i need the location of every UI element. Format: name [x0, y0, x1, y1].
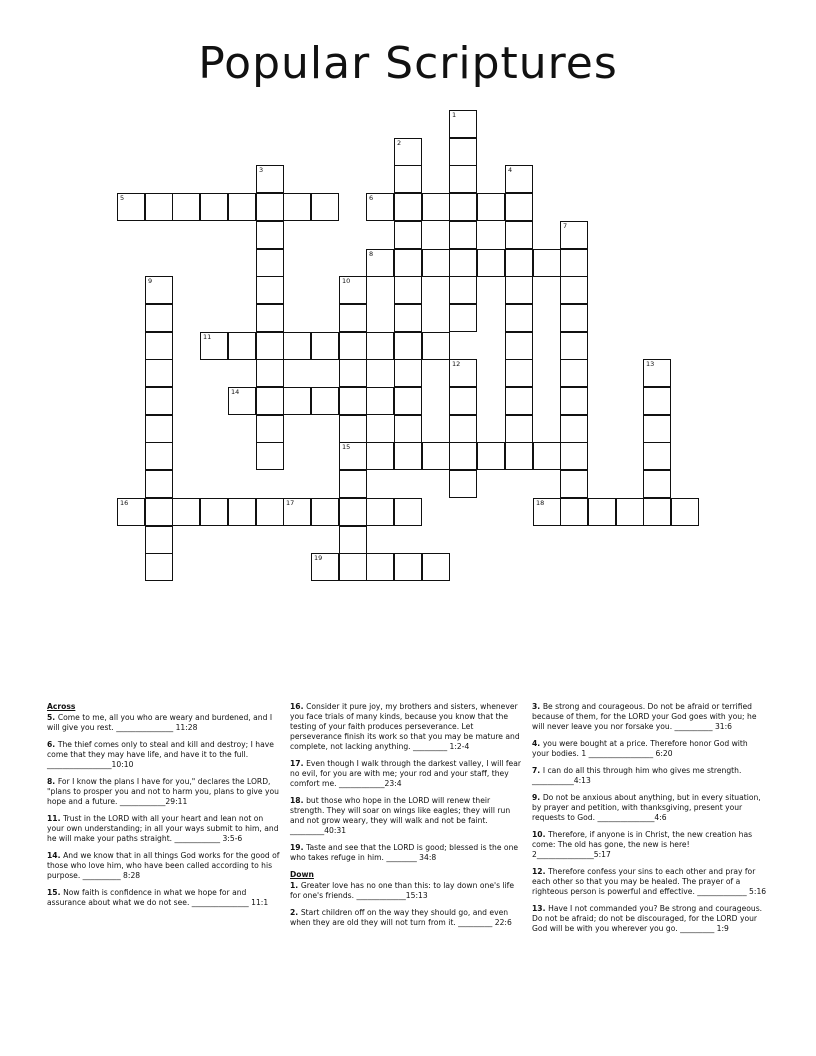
grid-cell[interactable]	[145, 193, 173, 221]
clue-text: Consider it pure joy, my brothers and sisters, whenever you face trials of many kinds, because you know that the testing of your faith produces perseverance. Let perseverance finish its work so that you may be mature and complete, not lacking anything. _________ 1:2-4	[290, 702, 520, 751]
clue-column-2	[290, 702, 525, 935]
clue-number: 17	[286, 499, 295, 507]
clue-number: 2	[397, 139, 402, 147]
clue-number: 16	[120, 499, 129, 507]
grid-cell[interactable]	[477, 442, 505, 470]
clue-number: 13.	[532, 904, 549, 913]
clue-number: 19.	[290, 843, 307, 852]
clue-number: 3.	[532, 702, 543, 711]
clue-text: The thief comes only to steal and kill and destroy; I have come that they may have life, and have it to the full. _________________10:10	[47, 740, 274, 769]
grid-cell[interactable]	[311, 332, 339, 360]
grid-cell[interactable]	[256, 165, 284, 193]
grid-cell[interactable]	[339, 442, 367, 470]
clue-number: 5.	[47, 713, 58, 722]
clue-number: 8	[369, 250, 374, 258]
clue-item	[47, 888, 282, 908]
grid-cell[interactable]	[311, 387, 339, 415]
clue-number: 5	[120, 194, 125, 202]
clue-text: Do not be anxious about anything, but in every situation, by prayer and petition, with thanksgiving, present your requests to God. _______________4:6	[532, 793, 761, 822]
grid-cell[interactable]	[339, 498, 367, 526]
grid-cell[interactable]	[560, 276, 588, 304]
clue-text: I can do all this through him who gives me strength. ___________4:13	[532, 766, 742, 785]
clue-number: 11	[203, 333, 212, 341]
grid-cell[interactable]	[339, 415, 367, 443]
grid-cell[interactable]	[449, 415, 477, 443]
grid-cell[interactable]	[366, 442, 394, 470]
grid-cell[interactable]	[172, 498, 200, 526]
grid-cell[interactable]	[394, 165, 422, 193]
clue-item	[290, 843, 525, 863]
grid-cell[interactable]	[145, 359, 173, 387]
clue-number: 9	[148, 277, 153, 285]
grid-cell[interactable]	[339, 387, 367, 415]
clue-number: 1	[452, 111, 457, 119]
grid-cell[interactable]	[339, 470, 367, 498]
clue-item	[47, 740, 282, 770]
grid-cell[interactable]	[145, 442, 173, 470]
clue-item	[532, 793, 767, 823]
clue-text: Come to me, all you who are weary and burdened, and I will give you rest. _______________ 11:28	[47, 713, 273, 732]
clue-text: Have I not commanded you? Be strong and courageous. Do not be afraid; do not be discouraged, for the LORD your God will be with you wherever you go. _________ 1:9	[532, 904, 763, 933]
grid-cell[interactable]	[256, 193, 284, 221]
clue-number: 12	[452, 360, 461, 368]
grid-cell[interactable]	[560, 387, 588, 415]
clue-text: you were bought at a price. Therefore honor God with your bodies. 1 _________________ 6:20	[532, 739, 748, 758]
grid-cell[interactable]	[256, 221, 284, 249]
grid-cell[interactable]	[449, 304, 477, 332]
grid-cell[interactable]	[505, 193, 533, 221]
clue-item	[290, 796, 525, 836]
grid-cell[interactable]	[505, 442, 533, 470]
clue-number: 10.	[532, 830, 549, 839]
clue-text: For I know the plans I have for you," declares the LORD, "plans to prosper you and not to harm you, plans to give you hope and a future. ____________29:11	[47, 777, 279, 806]
clue-number: 15.	[47, 888, 64, 897]
grid-cell[interactable]	[588, 498, 616, 526]
grid-cell[interactable]	[394, 387, 422, 415]
grid-cell[interactable]	[394, 276, 422, 304]
grid-cell[interactable]	[671, 498, 699, 526]
grid-cell[interactable]	[505, 304, 533, 332]
grid-cell[interactable]	[339, 276, 367, 304]
clue-text: Start children off on the way they should go, and even when they are old they will not turn from it. _________ 22:6	[290, 908, 512, 927]
clue-text: Now faith is confidence in what we hope for and assurance about what we do not see. _______________ 11:1	[47, 888, 269, 907]
grid-cell[interactable]	[394, 221, 422, 249]
grid-cell[interactable]	[311, 553, 339, 581]
grid-cell[interactable]	[145, 304, 173, 332]
grid-cell[interactable]	[505, 249, 533, 277]
grid-cell[interactable]	[505, 276, 533, 304]
grid-cell[interactable]	[228, 193, 256, 221]
grid-cell[interactable]	[366, 332, 394, 360]
clue-item	[47, 713, 282, 733]
grid-cell[interactable]	[449, 165, 477, 193]
grid-cell[interactable]	[200, 193, 228, 221]
grid-cell[interactable]	[643, 442, 671, 470]
grid-cell[interactable]	[366, 387, 394, 415]
grid-cell[interactable]	[643, 415, 671, 443]
clue-item	[532, 830, 767, 860]
grid-cell[interactable]	[533, 442, 561, 470]
grid-cell[interactable]	[560, 332, 588, 360]
grid-cell[interactable]	[616, 498, 644, 526]
grid-cell[interactable]	[449, 470, 477, 498]
grid-cell[interactable]	[256, 249, 284, 277]
grid-cell[interactable]	[422, 553, 450, 581]
grid-cell[interactable]	[172, 193, 200, 221]
grid-cell[interactable]	[449, 249, 477, 277]
grid-cell[interactable]	[422, 442, 450, 470]
clue-number: 12.	[532, 867, 549, 876]
grid-cell[interactable]	[394, 442, 422, 470]
grid-cell[interactable]	[145, 415, 173, 443]
grid-cell[interactable]	[449, 138, 477, 166]
grid-cell[interactable]	[228, 498, 256, 526]
grid-cell[interactable]	[394, 498, 422, 526]
grid-cell[interactable]	[200, 498, 228, 526]
clue-text: Greater love has no one than this: to lay down one's life for one's friends. _____________15:13	[290, 881, 515, 900]
grid-cell[interactable]	[533, 498, 561, 526]
clue-number: 2.	[290, 908, 301, 917]
clue-number: 7	[563, 222, 568, 230]
grid-cell[interactable]	[449, 359, 477, 387]
grid-cell[interactable]	[643, 470, 671, 498]
grid-cell[interactable]	[228, 387, 256, 415]
grid-cell[interactable]	[283, 498, 311, 526]
grid-cell[interactable]	[256, 498, 284, 526]
grid-cell[interactable]	[256, 387, 284, 415]
across-header: Across	[47, 702, 76, 711]
grid-cell[interactable]	[422, 193, 450, 221]
grid-cell[interactable]	[449, 442, 477, 470]
clue-item	[47, 814, 282, 844]
grid-cell[interactable]	[145, 276, 173, 304]
grid-cell[interactable]	[256, 276, 284, 304]
grid-cell[interactable]	[145, 387, 173, 415]
grid-cell[interactable]	[394, 359, 422, 387]
grid-cell[interactable]	[533, 249, 561, 277]
clue-text: Trust in the LORD with all your heart and lean not on your own understanding; in all your ways submit to him, and he will make your paths straight. ____________ 3:5-6	[47, 814, 279, 843]
grid-cell[interactable]	[560, 470, 588, 498]
clue-number: 15	[342, 443, 351, 451]
grid-cell[interactable]	[394, 415, 422, 443]
clue-number: 6.	[47, 740, 58, 749]
grid-cell[interactable]	[117, 193, 145, 221]
grid-cell[interactable]	[145, 553, 173, 581]
clue-number: 1.	[290, 881, 301, 890]
puzzle-title: Popular Scriptures	[198, 38, 618, 89]
clue-text: Be strong and courageous. Do not be afraid or terrified because of them, for the LORD your God goes with you; he will never leave you nor forsake you. __________ 31:6	[532, 702, 757, 731]
grid-cell[interactable]	[256, 359, 284, 387]
clue-item	[47, 851, 282, 881]
grid-cell[interactable]	[477, 249, 505, 277]
clue-item	[290, 881, 525, 901]
grid-cell[interactable]	[366, 249, 394, 277]
grid-cell[interactable]	[505, 387, 533, 415]
grid-cell[interactable]	[505, 221, 533, 249]
grid-cell[interactable]	[422, 332, 450, 360]
clue-item	[47, 777, 282, 807]
clue-number: 7.	[532, 766, 543, 775]
clue-item	[532, 766, 767, 786]
grid-cell[interactable]	[505, 359, 533, 387]
clue-number: 19	[314, 554, 323, 562]
grid-cell[interactable]	[394, 193, 422, 221]
grid-cell[interactable]	[311, 498, 339, 526]
grid-cell[interactable]	[366, 193, 394, 221]
grid-cell[interactable]	[366, 553, 394, 581]
grid-cell[interactable]	[560, 249, 588, 277]
grid-cell[interactable]	[422, 249, 450, 277]
grid-cell[interactable]	[366, 498, 394, 526]
clue-item	[532, 739, 767, 759]
grid-cell[interactable]	[339, 332, 367, 360]
grid-cell[interactable]	[339, 359, 367, 387]
grid-cell[interactable]	[256, 415, 284, 443]
clue-number: 10	[342, 277, 351, 285]
grid-cell[interactable]	[477, 193, 505, 221]
grid-cell[interactable]	[449, 276, 477, 304]
clue-number: 18	[536, 499, 545, 507]
clue-text: Therefore, if anyone is in Christ, the new creation has come: The old has gone, the new is here! 2_______________5:17	[532, 830, 753, 859]
grid-cell[interactable]	[283, 387, 311, 415]
grid-cell[interactable]	[394, 138, 422, 166]
grid-cell[interactable]	[339, 304, 367, 332]
clue-number: 6	[369, 194, 374, 202]
clue-item	[532, 702, 767, 732]
clue-number: 16.	[290, 702, 307, 711]
clue-item	[290, 908, 525, 928]
grid-cell[interactable]	[394, 332, 422, 360]
grid-cell[interactable]	[449, 110, 477, 138]
grid-cell[interactable]	[560, 442, 588, 470]
clue-number: 18.	[290, 796, 307, 805]
clue-number: 14.	[47, 851, 64, 860]
grid-cell[interactable]	[339, 526, 367, 554]
grid-cell[interactable]	[394, 553, 422, 581]
grid-cell[interactable]	[560, 498, 588, 526]
grid-cell[interactable]	[449, 193, 477, 221]
clue-number: 4	[508, 166, 513, 174]
clue-column-3	[532, 702, 767, 941]
clue-number: 13	[646, 360, 655, 368]
clue-text: but those who hope in the LORD will renew their strength. They will soar on wings like eagles; they will run and not grow weary, they will walk and not be faint. _________40:31	[290, 796, 511, 835]
grid-cell[interactable]	[643, 498, 671, 526]
grid-cell[interactable]	[560, 221, 588, 249]
clue-item	[532, 904, 767, 934]
grid-cell[interactable]	[228, 332, 256, 360]
clue-text: Therefore confess your sins to each other and pray for each other so that you may be healed. The prayer of a righteous person is powerful and effective. _____________ 5:16	[532, 867, 767, 896]
grid-cell[interactable]	[283, 332, 311, 360]
clue-text: Even though I walk through the darkest valley, I will fear no evil, for you are with me; your rod and your staff, they comfort me. ____________23:4	[290, 759, 521, 788]
grid-cell[interactable]	[256, 442, 284, 470]
down-header: Down	[290, 870, 314, 879]
grid-cell[interactable]	[311, 193, 339, 221]
grid-cell[interactable]	[200, 332, 228, 360]
grid-cell[interactable]	[145, 470, 173, 498]
clue-item	[532, 867, 767, 897]
grid-cell[interactable]	[643, 387, 671, 415]
clue-number: 8.	[47, 777, 58, 786]
clue-number: 14	[231, 388, 240, 396]
grid-cell[interactable]	[117, 498, 145, 526]
grid-cell[interactable]	[560, 359, 588, 387]
grid-cell[interactable]	[449, 221, 477, 249]
grid-cell[interactable]	[145, 332, 173, 360]
grid-cell[interactable]	[145, 498, 173, 526]
clue-item	[290, 702, 525, 752]
grid-cell[interactable]	[256, 332, 284, 360]
grid-cell[interactable]	[283, 193, 311, 221]
clue-number: 9.	[532, 793, 543, 802]
grid-cell[interactable]	[560, 304, 588, 332]
grid-cell[interactable]	[449, 387, 477, 415]
clue-number: 3	[259, 166, 264, 174]
clue-number: 17.	[290, 759, 307, 768]
clue-number: 4.	[532, 739, 543, 748]
clue-number: 11.	[47, 814, 64, 823]
grid-cell[interactable]	[394, 304, 422, 332]
grid-cell[interactable]	[145, 526, 173, 554]
clue-column-1	[47, 702, 282, 915]
clue-item	[290, 759, 525, 789]
grid-cell[interactable]	[339, 553, 367, 581]
grid-cell[interactable]	[560, 415, 588, 443]
grid-cell[interactable]	[256, 304, 284, 332]
grid-cell[interactable]	[505, 332, 533, 360]
grid-cell[interactable]	[505, 165, 533, 193]
grid-cell[interactable]	[643, 359, 671, 387]
grid-cell[interactable]	[394, 249, 422, 277]
clue-text: And we know that in all things God works for the good of those who love him, who have been called according to his purpose. __________ 8:28	[47, 851, 280, 880]
grid-cell[interactable]	[505, 415, 533, 443]
clue-text: Taste and see that the LORD is good; blessed is the one who takes refuge in him. ________ 34:8	[290, 843, 519, 862]
